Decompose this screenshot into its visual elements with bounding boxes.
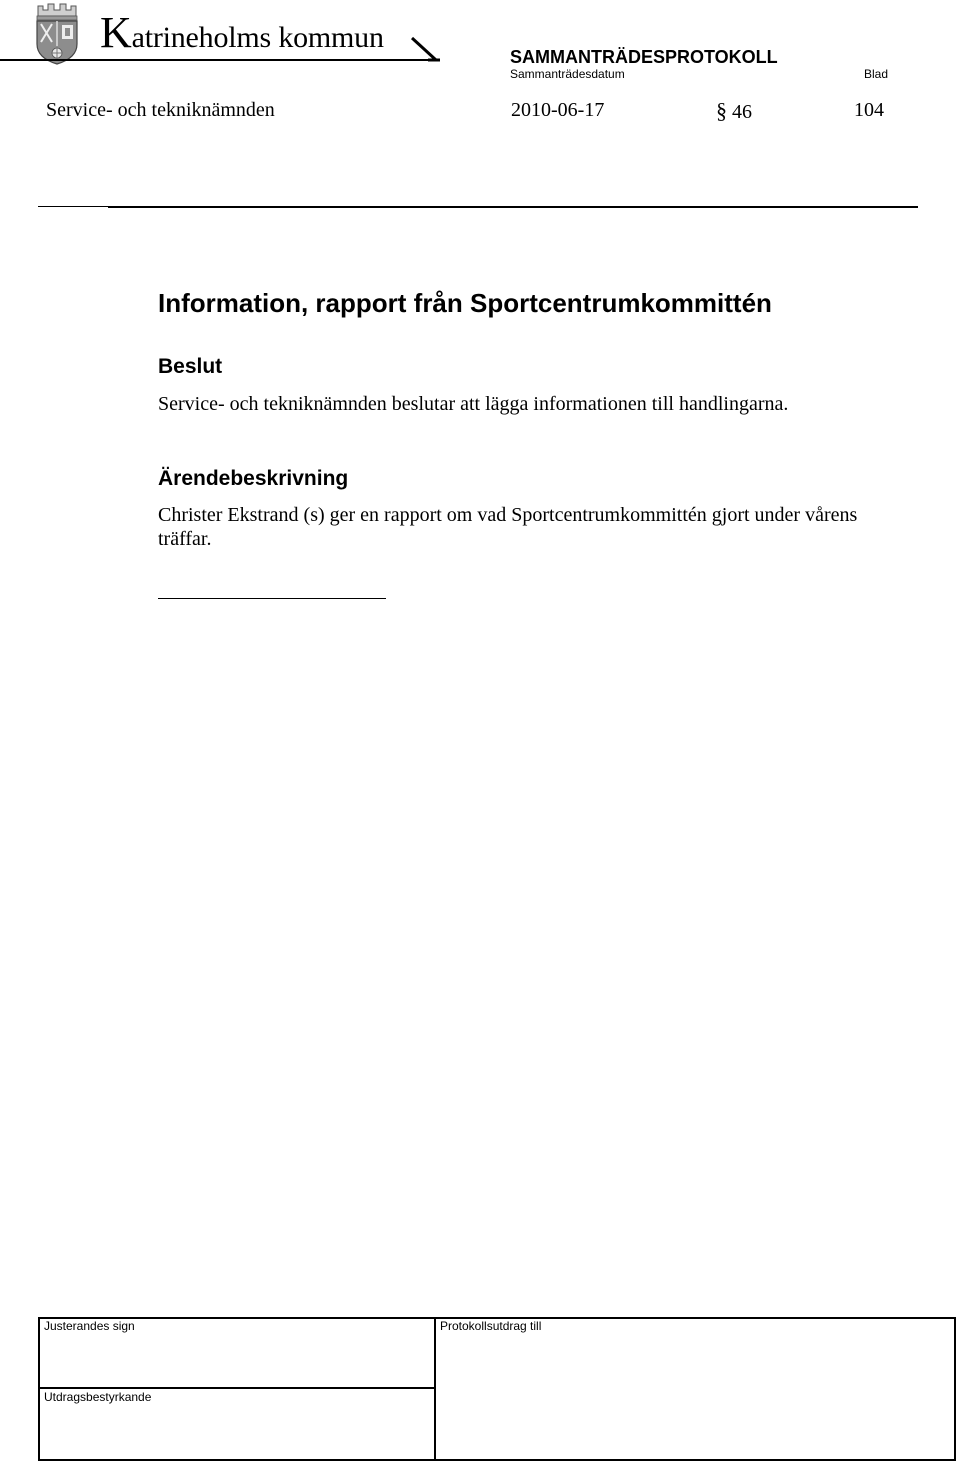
page-label: Blad <box>864 67 889 81</box>
description-heading: Ärendebeskrivning <box>158 467 349 490</box>
separator-line <box>108 206 918 208</box>
municipality-name <box>100 8 384 57</box>
municipality-name-rest: atrineholms kommun <box>131 21 384 54</box>
page-number: 104 <box>854 99 884 121</box>
certification-label: Utdragsbestyrkande <box>44 1390 152 1404</box>
separator-line <box>38 206 108 207</box>
decision-text: Service- och tekniknämnden beslutar att lägga informationen till handlingarna. <box>158 393 789 415</box>
signature-label: Justerandes sign <box>44 1319 135 1333</box>
decision-heading: Beslut <box>158 355 223 378</box>
item-title: Information, rapport från Sportcentrumkommittén <box>158 288 772 318</box>
logo-underline <box>100 59 432 61</box>
signature-box-divider <box>38 1387 435 1389</box>
document-type: SAMMANTRÄDESPROTOKOLL <box>510 47 778 67</box>
extract-recipients-label: Protokollsutdrag till <box>440 1319 542 1333</box>
section-symbol: § <box>716 98 727 123</box>
committee-name: Service- och tekniknämnden <box>46 99 275 121</box>
header-rule <box>0 59 100 61</box>
signature-box-divider <box>434 1317 436 1461</box>
municipality-crest-icon <box>32 2 82 66</box>
section-number: 46 <box>732 101 752 123</box>
signature-box <box>38 1317 956 1461</box>
logo-swoosh-icon <box>410 36 440 62</box>
description-text: Christer Ekstrand (s) ger en rapport om vad Sportcentrumkommittén gjort under vårens träffar. <box>158 504 858 550</box>
municipality-initial: K <box>100 8 132 57</box>
meeting-date: 2010-06-17 <box>511 99 605 121</box>
end-of-item-line <box>158 598 386 599</box>
meeting-date-label: Sammanträdesdatum <box>510 67 625 81</box>
